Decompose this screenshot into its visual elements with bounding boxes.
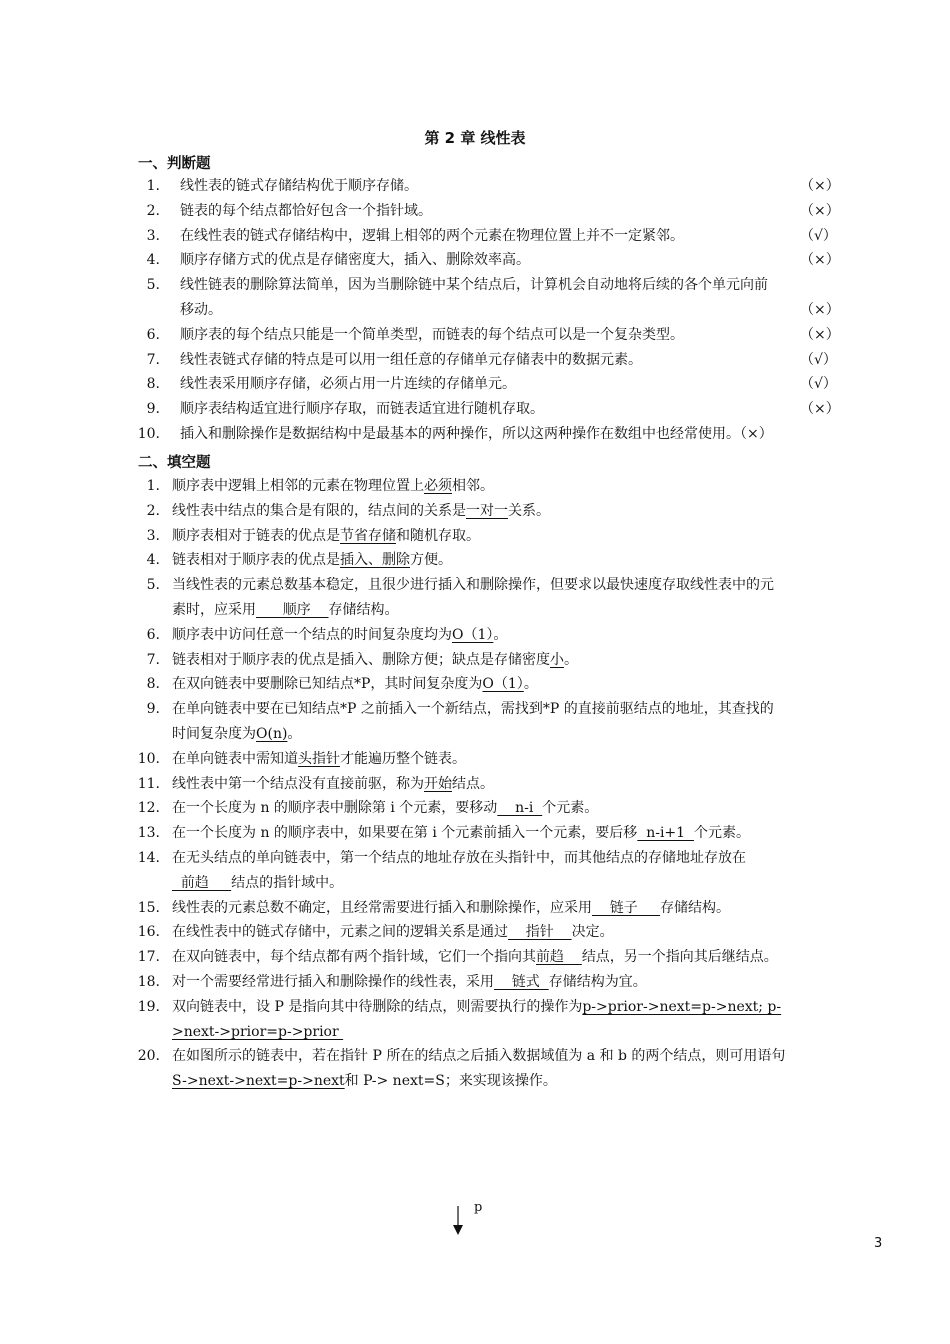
item-text <box>172 774 494 794</box>
answer-blank: 节省存储 <box>340 527 396 544</box>
text-segment: 。 <box>287 726 302 742</box>
answer-blank: O（1） <box>482 676 524 693</box>
down-arrow-icon <box>452 1206 466 1236</box>
text-segment: 存储结构。 <box>660 899 731 916</box>
item-text <box>172 749 466 769</box>
item-text <box>172 674 538 694</box>
answer-mark: （×） <box>800 326 840 343</box>
answer-blank: 链子 <box>592 899 661 916</box>
answer-mark: （×） <box>800 178 840 194</box>
item-text: 顺序存储方式的优点是存储密度大，插入、删除效率高。 <box>180 252 530 269</box>
answer-mark: （×） <box>800 401 840 418</box>
item-number: 4. <box>146 252 160 269</box>
answer-mark: （×） <box>800 302 840 318</box>
item-text: 在线性表的链式存储结构中，逻辑上相邻的两个元素在物理位置上并不一定紧邻。 <box>180 227 684 244</box>
item-text <box>172 972 647 992</box>
item-text <box>172 501 550 521</box>
text-segment: 在单向链表中要在已知结点*P 之前插入一个新结点，需找到*P 的直接前驱结点的地址，其查找的 <box>172 701 774 718</box>
section-fill-in: 二、填空题 <box>138 455 211 471</box>
text-segment: 在如图所示的链表中，若在指针 P 所在的结点之后插入数据域值为 a 和 b 的两个结点，则可用语句 <box>172 1048 786 1065</box>
item-number: 1. <box>146 178 160 194</box>
answer-mark: （×） <box>800 252 840 269</box>
item-number: 2. <box>146 502 160 519</box>
answer-mark: （√） <box>800 351 837 368</box>
text-segment: 双向链表中，设 P 是指向其中待删除的结点，则需要执行的操作为 <box>172 998 583 1015</box>
item-number: 16. <box>137 924 160 941</box>
answer-mark: （√） <box>800 376 837 393</box>
answer-blank: 指针 <box>508 924 572 941</box>
answer-mark: （√） <box>800 227 837 244</box>
page-number: 3 <box>874 1236 883 1251</box>
item-number: 17. <box>137 949 160 966</box>
text-segment: 当线性表的元素总数基本稳定，且很少进行插入和删除操作，但要求以最快速度存取线性表中的元 <box>172 577 774 594</box>
answer-blank: n-i+1 <box>637 825 694 842</box>
text-segment: 线性表的元素总数不确定，且经常需要进行插入和删除操作，应采用 <box>172 899 592 916</box>
item-text <box>172 575 774 595</box>
text-segment: 结点，另一个指向其后继结点。 <box>581 949 778 966</box>
chapter-title: 第 2 章 线性表 <box>424 129 526 147</box>
text-segment: 个元素。 <box>693 825 750 842</box>
item-text: 线性表链式存储的特点是可以用一组任意的存储单元存储表中的数据元素。 <box>180 351 642 368</box>
item-number: 2. <box>146 202 160 219</box>
text-segment: 在双向链表中要删除已知结点*P，其时间复杂度为 <box>172 676 483 693</box>
item-text <box>172 848 746 868</box>
text-segment: 存储结构为宜。 <box>548 974 647 990</box>
text-segment: 线性表中结点的集合是有限的，结点间的关系是 <box>172 502 466 519</box>
answer-blank: S->next->next=p->next <box>172 1073 345 1090</box>
text-segment: 时间复杂度为 <box>172 726 256 742</box>
item-number: 18. <box>137 974 160 990</box>
item-text <box>172 476 494 496</box>
item-number: 6. <box>146 326 160 343</box>
item-number: 8. <box>146 376 160 393</box>
text-segment: 在单向链表中需知道 <box>172 750 298 767</box>
text-segment: 在线性表中的链式存储中，元素之间的逻辑关系是通过 <box>172 924 508 941</box>
item-number: 19. <box>137 998 160 1015</box>
item-number: 13. <box>137 825 160 842</box>
answer-blank: 开始 <box>424 775 452 792</box>
answer-blank: 链式 <box>494 974 549 990</box>
text-segment: 线性表中第一个结点没有直接前驱，称为 <box>172 775 424 792</box>
item-text <box>172 798 598 818</box>
item-number: 14. <box>137 850 160 866</box>
answer-blank: 插入、删除 <box>340 552 410 569</box>
item-text-continued <box>172 1071 557 1091</box>
answer-blank: O（1） <box>452 626 494 643</box>
answer-blank: 顺序 <box>256 602 329 618</box>
item-number: 5. <box>146 577 160 594</box>
item-text: 线性链表的删除算法简单，因为当删除链中某个结点后，计算机会自动地将后续的各个单元向前 <box>180 277 768 294</box>
item-number: 11. <box>137 775 160 792</box>
text-segment: 。 <box>523 676 538 693</box>
text-segment: 顺序表中访问任意一个结点的时间复杂度均为 <box>172 626 452 643</box>
item-text: 顺序表结构适宜进行顺序存取，而链表适宜进行随机存取。 <box>180 401 544 418</box>
item-number: 10. <box>137 426 160 442</box>
section-true-false: 一、判断题 <box>138 156 211 172</box>
item-text <box>172 898 730 918</box>
answer-blank: 小 <box>550 651 564 668</box>
item-text <box>172 699 774 719</box>
answer-blank: >next->prior=p->prior <box>172 1023 344 1040</box>
item-text <box>172 526 480 546</box>
answer-blank: 头指针 <box>298 750 340 767</box>
text-segment: 和随机存取。 <box>396 527 480 544</box>
text-segment: 素时，应采用 <box>172 602 256 618</box>
answer-blank: 前趋 <box>536 949 582 966</box>
text-segment: 。 <box>493 626 508 643</box>
item-number: 3. <box>146 527 160 544</box>
text-segment: 相邻。 <box>452 478 494 494</box>
answer-blank: 前趋 <box>172 874 232 891</box>
item-text-continued <box>172 600 399 620</box>
text-segment: 个元素。 <box>542 800 599 817</box>
text-segment: 在一个长度为 n 的顺序表中，如果要在第 i 个元素前插入一个元素，要后移 <box>172 825 638 842</box>
item-text-continued <box>172 873 343 893</box>
item-text: 线性表采用顺序存储，必须占用一片连续的存储单元。 <box>180 376 516 393</box>
text-segment: 结点的指针域中。 <box>231 874 344 891</box>
answer-blank: 一对一 <box>466 502 508 519</box>
item-number: 3. <box>146 227 160 244</box>
text-segment: 顺序表中逻辑上相邻的元素在物理位置上 <box>172 478 424 494</box>
item-number: 1. <box>146 478 160 494</box>
text-segment: 决定。 <box>571 924 614 941</box>
item-number: 5. <box>146 277 160 294</box>
text-segment: 。 <box>564 651 578 668</box>
answer-mark: （×） <box>800 202 840 219</box>
text-segment: 链表相对于顺序表的优点是 <box>172 552 340 569</box>
item-number: 4. <box>146 552 160 569</box>
item-number: 7. <box>146 651 160 668</box>
text-segment: 在一个长度为 n 的顺序表中删除第 i 个元素，要移动 <box>172 800 498 817</box>
item-text: 线性表的链式存储结构优于顺序存储。 <box>180 178 418 194</box>
item-text: 顺序表的每个结点只能是一个简单类型，而链表的每个结点可以是一个复杂类型。 <box>180 326 684 343</box>
answer-blank: n-i <box>497 800 543 817</box>
text-segment: 和 P-> next=S；来实现该操作。 <box>344 1073 557 1090</box>
text-segment: 才能遍历整个链表。 <box>340 750 466 767</box>
text-segment: 存储结构。 <box>328 602 399 618</box>
text-segment: 在无头结点的单向链表中，第一个结点的地址存放在头指针中，而其他结点的存储地址存放在 <box>172 850 746 866</box>
item-text: 插入和删除操作是数据结构中是最基本的两种操作，所以这两种操作在数组中也经常使用。（×） <box>180 426 773 442</box>
answer-blank: O(n) <box>256 726 288 742</box>
item-text <box>172 997 781 1017</box>
item-text <box>172 947 778 967</box>
text-segment: 链表相对于顺序表的优点是插入、删除方便；缺点是存储密度 <box>172 651 550 668</box>
item-text <box>172 922 614 942</box>
text-segment: 对一个需要经常进行插入和删除操作的线性表，采用 <box>172 974 494 990</box>
item-text: 链表的每个结点都恰好包含一个指针域。 <box>180 202 432 219</box>
item-number: 6. <box>146 626 160 643</box>
item-text <box>172 625 507 645</box>
item-text-continued: 移动。 <box>180 302 222 318</box>
item-number: 12. <box>137 800 160 817</box>
item-number: 20. <box>137 1048 160 1065</box>
text-segment: 关系。 <box>508 502 550 519</box>
item-number: 7. <box>146 351 160 368</box>
answer-blank: 必须 <box>424 478 452 494</box>
item-text-continued <box>172 1022 343 1042</box>
item-number: 10. <box>137 750 160 767</box>
item-text <box>172 1046 785 1066</box>
answer-blank: p->prior->next=p->next; p- <box>582 998 782 1015</box>
item-text <box>172 823 750 843</box>
item-text <box>172 650 578 670</box>
text-segment: 顺序表相对于链表的优点是 <box>172 527 340 544</box>
item-number: 8. <box>146 676 160 693</box>
figure-pointer-label: p <box>474 1200 483 1215</box>
item-number: 15. <box>137 899 160 916</box>
item-number: 9. <box>146 701 160 718</box>
item-number: 9. <box>146 401 160 418</box>
item-text-continued <box>172 724 301 744</box>
text-segment: 方便。 <box>410 552 452 569</box>
text-segment: 结点。 <box>452 775 494 792</box>
text-segment: 在双向链表中，每个结点都有两个指针域，它们一个指向其 <box>172 949 536 966</box>
item-text <box>172 550 452 570</box>
